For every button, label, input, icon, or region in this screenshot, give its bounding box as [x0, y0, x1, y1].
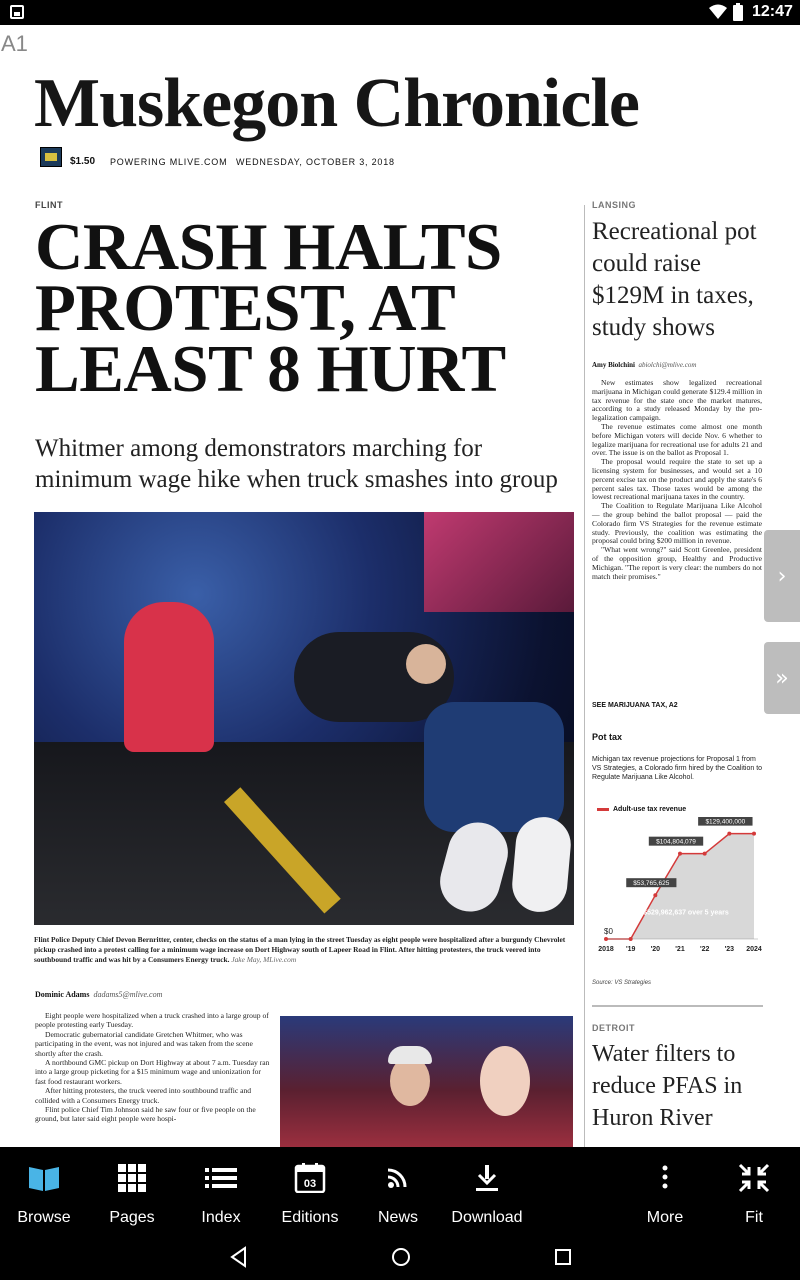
column-divider	[584, 205, 585, 1147]
browse-button[interactable]	[0, 1147, 88, 1235]
last-page-button[interactable]: »	[764, 642, 800, 714]
chart-point	[604, 937, 608, 941]
chart-point-label: $129,400,000	[705, 818, 746, 826]
lead-body-paragraph: Democratic gubernatorial candidate Gretchen Whitmer, who was participating in the event, was not injured and was taken from the scene shortly after the crash.	[35, 1029, 253, 1058]
recents-icon[interactable]	[551, 1245, 575, 1269]
status-time: 12:47	[752, 3, 793, 20]
lead-body-paragraph: A northbound GMC pickup on Dort Highway at about 7 a.m. Tuesday ran into a large group picketing for a $15 minimum wage and unionization for fast food restaurant workers.	[35, 1058, 270, 1086]
lead-body	[35, 1011, 273, 1124]
right-body-paragraph: New estimates show legalized recreational marijuana in Michigan could generate $129.4 million in tax revenue for the state once the market matures, according to a study released Monday by the pro-legalization campaign.	[592, 378, 762, 423]
calendar-icon	[293, 1163, 327, 1193]
more-vertical-icon	[648, 1163, 682, 1193]
lead-byline	[35, 990, 162, 999]
chart-title: Pot tax	[592, 732, 623, 742]
rss-icon	[381, 1163, 415, 1193]
pot-tax-chart	[592, 817, 767, 967]
lead-body-paragraph: Flint police Chief Tim Johnson said he saw four or five people on the ground, but later said eight people were hospi-	[35, 1105, 256, 1124]
right-kicker: LANSING	[592, 200, 636, 210]
chart-x-tick-label: '21	[675, 946, 685, 953]
chart-point	[678, 852, 682, 856]
right-byline	[592, 361, 696, 369]
lead-photo[interactable]	[34, 512, 574, 925]
mlive-logo-icon	[40, 147, 62, 167]
right-body-paragraph: The proposal would require the state to set up a licensing system for businesses, and would set a 10 percent excise tax on the product and apply the state's 6 percent sales tax. Those taxes would be among the lowest recreational marijuana taxes in the country.	[592, 457, 762, 502]
fit-screen-icon	[737, 1163, 771, 1193]
pages-label: Pages	[109, 1209, 155, 1226]
book-icon	[27, 1163, 61, 1193]
battery-icon	[733, 5, 743, 21]
page-label: A1	[1, 31, 28, 56]
status-bar	[0, 0, 800, 25]
pages-button[interactable]	[88, 1147, 176, 1235]
browse-label: Browse	[17, 1209, 71, 1226]
chart-point	[629, 937, 633, 941]
editions-button[interactable]	[266, 1147, 354, 1235]
chart-point-label: $53,765,625	[633, 880, 670, 888]
lead-headline[interactable]: CRASH HALTS PROTEST, AT LEAST 8 HURT	[35, 210, 506, 406]
index-button[interactable]	[176, 1147, 266, 1235]
chart-point-label: $104,804,079	[656, 838, 696, 846]
right-headline[interactable]: Recreational pot could raise $129M in taxes, study shows	[592, 218, 757, 341]
newspaper-page[interactable]	[0, 55, 800, 1147]
right-body-paragraph: The revenue estimates come almost one month before Michigan voters will decide Nov. 6 whether to legalize marijuana for recreational use for adults 21 and over. The issue is on the ballot as Proposal 1.	[592, 421, 762, 458]
back-icon[interactable]	[227, 1245, 251, 1269]
system-nav-bar	[0, 1235, 800, 1280]
editions-label: Editions	[281, 1209, 339, 1226]
chart-x-tick-label: 2024	[746, 946, 762, 953]
right-bottom-headline[interactable]: Water filters to reduce PFAS in Huron River	[592, 1041, 743, 1131]
photo-caption	[34, 935, 574, 966]
byline-name: Dominic Adams	[35, 990, 90, 999]
chart-x-tick-label: '20	[650, 946, 661, 953]
right-body-paragraph: "What went wrong?" said Scott Greenlee, president of the opposition group, Healthy and Productive Michigan. "The report is very clear: the numbers do not match their promises."	[592, 545, 762, 581]
chart-x-tick-label: 2018	[598, 946, 614, 953]
fit-button[interactable]	[710, 1147, 798, 1235]
grid-icon	[115, 1163, 149, 1193]
caption-text: Flint Police Deputy Chief Devon Bernritter, center, checks on the status of a man lying in the street Tuesday as eight people were hospitalized after a burgundy Chevrolet pickup crashed into a protest calling for a minimum wage increase on Dort Highway south of Lapeer Road in Flint. After hitting protesters, the truck veered into southbound traffic and was hit by a Consumers Energy truck.	[34, 935, 566, 965]
lead-body-paragraph: Eight people were hospitalized when a truck crashed into a large group of people protesting early Tuesday.	[35, 1011, 269, 1030]
chart-x-tick-label: '22	[699, 946, 710, 953]
byline-email: dadams5@mlive.com	[93, 990, 163, 999]
issue-date: WEDNESDAY, OCTOBER 3, 2018	[236, 157, 395, 167]
fit-label: Fit	[745, 1209, 763, 1226]
lead-kicker: FLINT	[35, 200, 63, 210]
chart-point	[752, 832, 756, 836]
see-more-link[interactable]: SEE MARIJUANA TAX, A2	[592, 702, 678, 709]
caption-credit: Jake May, MLive.com	[231, 955, 297, 965]
news-button[interactable]	[354, 1147, 442, 1235]
bottom-toolbar	[0, 1147, 800, 1235]
chart-point	[653, 893, 657, 897]
calendar-day: 03	[303, 1178, 317, 1190]
chart-legend: Adult-use tax revenue	[597, 806, 686, 813]
section-divider	[592, 1005, 763, 1007]
right-body-paragraph: The Coalition to Regulate Marijuana Like Alcohol — the group behind the ballot proposal — paid the Colorado firm VS Strategies for the revenue estimate study. Previously, the coalition was estimating the proposal could bring $200 million in revenue.	[592, 501, 762, 546]
secondary-photo[interactable]	[280, 1016, 573, 1147]
next-page-button[interactable]: ›	[764, 530, 800, 622]
chart-source: Source: VS Strategies	[592, 980, 652, 986]
index-label: Index	[201, 1209, 241, 1226]
more-label: More	[646, 1209, 684, 1226]
chart-x-tick-label: '19	[625, 946, 636, 953]
powering-text: POWERING MLIVE.COM	[110, 157, 228, 167]
news-label: News	[377, 1209, 418, 1226]
lead-body-paragraph: After hitting protesters, the truck veered into southbound traffic and collided with a Consumers Energy truck.	[35, 1086, 252, 1105]
right-body	[592, 379, 762, 581]
download-icon	[470, 1163, 504, 1193]
lead-deck: Whitmer among demonstrators marching for minimum wage hike when truck smashes into group	[35, 435, 558, 493]
price: $1.50	[70, 156, 96, 167]
byline-email: abiolchi@mlive.com	[638, 361, 697, 369]
chart-y-tick-label: $0	[604, 927, 613, 936]
chart-point	[703, 852, 707, 856]
byline-name: Amy Biolchini	[592, 361, 635, 369]
download-button[interactable]	[442, 1147, 532, 1235]
masthead: Muskegon Chronicle	[34, 65, 639, 142]
chart-annotation: $529,962,637 over 5 years	[643, 909, 729, 917]
chart-point	[727, 832, 731, 836]
list-icon	[204, 1163, 238, 1193]
home-icon[interactable]	[389, 1245, 413, 1269]
right-bottom-kicker: DETROIT	[592, 1023, 635, 1033]
wifi-icon	[709, 4, 727, 20]
chart-description: Michigan tax revenue projections for Proposal 1 from VS Strategies, a Colorado firm hired by the Coalition to Regulate Marijuana Like Alcohol.	[592, 756, 763, 781]
more-button[interactable]	[620, 1147, 710, 1235]
chart-x-tick-label: '23	[724, 946, 735, 953]
image-notification-icon	[10, 5, 24, 19]
download-label: Download	[451, 1209, 523, 1226]
